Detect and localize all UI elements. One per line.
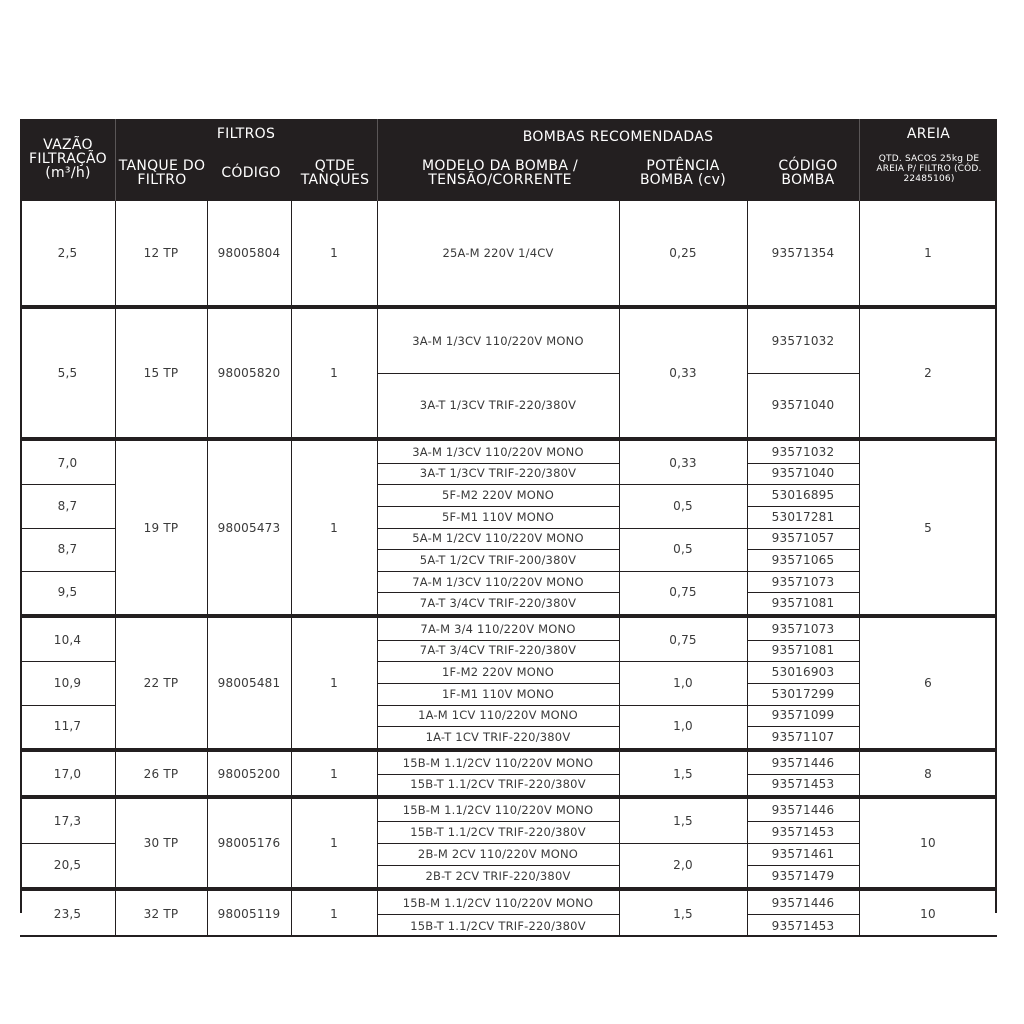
table-line [747,843,859,844]
vazao-cell: 8,7 [57,498,78,513]
areia-cell: 6 [924,676,932,690]
pump-model-cell: 2B-M 2CV 110/220V MONO [417,847,579,861]
table-line [747,705,859,706]
codigo-filtro-cell: 98005473 [217,520,281,535]
pump-code-cell: 93571453 [771,918,835,933]
vazao-cell: 8,7 [57,542,78,557]
table-header [20,119,997,201]
potencia-cell: 0,33 [669,455,697,470]
header-codigo-bomba: CÓDIGO BOMBA [778,158,838,188]
qtde-cell: 1 [330,836,338,850]
pump-model-cell: 5F-M2 220V MONO [441,488,555,503]
pump-code-cell: 53016903 [771,665,835,680]
table-line [20,661,115,662]
pump-model-cell: 15B-T 1.1/2CV TRIF-220/380V [410,777,586,792]
codigo-filtro-cell: 98005176 [217,836,281,850]
pump-model-cell: 15B-T 1.1/2CV TRIF-220/380V [410,825,586,839]
table-line [377,821,619,822]
pump-model-cell: 7A-T 3/4CV TRIF-220/380V [419,596,577,611]
table-line [747,506,859,507]
qtde-cell: 1 [330,520,338,535]
vazao-cell: 17,3 [53,814,82,828]
pump-code-cell: 53017299 [771,686,835,701]
vazao-cell: 9,5 [57,585,78,600]
pump-model-cell: 2B-T 2CV TRIF-220/380V [425,869,571,883]
table-line [377,549,619,550]
vazao-cell: 10,4 [53,632,82,647]
header-qtde: QTDE TANQUES [300,158,370,188]
table-line [747,484,859,485]
table-line [747,661,859,662]
table-line [747,865,859,866]
potencia-cell: 1,0 [673,675,693,690]
table-line [377,774,619,775]
tanque-cell: 22 TP [143,676,179,690]
table-line [377,373,619,374]
codigo-filtro-cell: 98005200 [217,766,281,781]
potencia-cell: 1,5 [673,814,693,828]
pump-model-cell: 7A-M 3/4 110/220V MONO [420,621,576,636]
pump-code-cell: 93571032 [771,334,835,348]
table-body [20,201,997,933]
table-line [747,549,859,550]
vazao-cell: 7,0 [57,455,78,470]
potencia-cell: 0,25 [669,246,697,260]
pump-code-cell: 93571453 [771,825,835,839]
table-line [20,843,115,844]
table-line [377,571,619,572]
table-line [377,705,619,706]
table-line [377,463,619,464]
pump-model-cell: 1A-M 1CV 110/220V MONO [418,708,578,723]
potencia-cell: 0,33 [669,366,697,380]
table-line [747,528,859,529]
header-divider [115,119,116,201]
table-line [747,571,859,572]
qtde-cell: 1 [330,766,338,781]
pump-code-cell: 93571073 [771,574,835,589]
pump-model-cell: 1A-T 1CV TRIF-220/380V [425,730,571,745]
areia-cell: 10 [920,836,936,850]
table-line [747,640,859,641]
header-codigo: CÓDIGO [221,165,281,181]
table-line [747,726,859,727]
table-line [747,592,859,593]
header-potencia: POTÊNCIA BOMBA (cv) [640,158,726,188]
table-line [377,528,619,529]
vazao-cell: 5,5 [57,366,78,380]
pump-code-cell: 93571099 [771,708,835,723]
table-line [377,726,619,727]
table-line [747,463,859,464]
qtde-cell: 1 [330,366,338,380]
pump-model-cell: 1F-M1 110V MONO [441,686,555,701]
table-line [747,774,859,775]
header-modelo: MODELO DA BOMBA / TENSÃO/CORRENTE [422,158,578,188]
qtde-cell: 1 [330,246,338,260]
potencia-cell: 1,0 [673,719,693,734]
areia-cell: 10 [920,907,936,921]
pump-model-cell: 5A-T 1/2CV TRIF-200/380V [419,552,577,567]
pump-model-cell: 5A-M 1/2CV 110/220V MONO [412,531,584,546]
potencia-cell: 0,5 [673,498,693,513]
vazao-cell: 23,5 [53,907,82,921]
pump-code-cell: 93571081 [771,643,835,658]
areia-cell: 1 [924,246,932,260]
table-line [20,484,115,485]
areia-cell: 8 [924,766,932,781]
codigo-filtro-cell: 98005119 [217,907,281,921]
areia-cell: 5 [924,520,932,535]
header-divider [859,119,860,201]
vazao-cell: 20,5 [53,858,82,872]
header-divider [377,119,378,201]
pump-code-cell: 53016895 [771,488,835,503]
areia-cell: 2 [924,366,932,380]
pump-model-cell: 3A-T 1/3CV TRIF-220/380V [419,398,577,412]
pump-code-cell: 93571446 [771,803,835,817]
tanque-cell: 32 TP [143,907,179,921]
pump-code-cell: 93571073 [771,621,835,636]
header-bombas: BOMBAS RECOMENDADAS [522,129,714,145]
vazao-cell: 11,7 [53,719,82,734]
pump-model-cell: 7A-T 3/4CV TRIF-220/380V [419,643,577,658]
potencia-cell: 1,5 [673,907,693,921]
pump-code-cell: 53017281 [771,509,835,524]
pump-model-cell: 3A-M 1/3CV 110/220V MONO [412,334,584,348]
pump-code-cell: 93571446 [771,755,835,770]
potencia-cell: 2,0 [673,858,693,872]
table-line [377,865,619,866]
pump-code-cell: 93571032 [771,444,835,459]
table-line [619,843,747,844]
pump-model-cell: 15B-M 1.1/2CV 110/220V MONO [402,803,594,817]
pump-code-cell: 93571107 [771,730,835,745]
tanque-cell: 30 TP [143,836,179,850]
tanque-cell: 12 TP [143,246,179,260]
table-line [377,843,619,844]
pump-model-cell: 7A-M 1/3CV 110/220V MONO [412,574,584,589]
vazao-cell: 10,9 [53,675,82,690]
table-line [377,683,619,684]
table-line [747,373,859,374]
pump-code-cell: 93571453 [771,777,835,792]
pump-model-cell: 5F-M1 110V MONO [441,509,555,524]
table-line [619,484,747,485]
table-line [377,661,619,662]
table-line [619,661,747,662]
table-line [20,705,115,706]
table-line [20,528,115,529]
codigo-filtro-cell: 98005481 [217,676,281,690]
table-line [377,506,619,507]
table-line [20,935,997,937]
pump-model-cell: 25A-M 220V 1/4CV [442,246,554,260]
pump-code-cell: 93571081 [771,596,835,611]
pump-model-cell: 3A-M 1/3CV 110/220V MONO [412,444,584,459]
pump-filter-table [20,119,997,933]
pump-code-cell: 93571040 [771,398,835,412]
pump-model-cell: 1F-M2 220V MONO [441,665,555,680]
pump-code-cell: 93571461 [771,847,835,861]
pump-code-cell: 93571479 [771,869,835,883]
header-filtros: FILTROS [216,126,276,142]
potencia-cell: 0,5 [673,542,693,557]
pump-code-cell: 93571040 [771,466,835,481]
table-line [377,484,619,485]
table-line [20,571,115,572]
table-line [377,914,619,915]
codigo-filtro-cell: 98005804 [217,246,281,260]
codigo-filtro-cell: 98005820 [217,366,281,380]
header-areia-sub: QTD. SACOS 25kg DE AREIA P/ FILTRO (CÓD. 22485106) [876,154,982,184]
potencia-cell: 0,75 [669,585,697,600]
tanque-cell: 19 TP [143,520,179,535]
qtde-cell: 1 [330,676,338,690]
table-line [747,683,859,684]
tanque-cell: 26 TP [143,766,179,781]
table-line [377,640,619,641]
pump-code-cell: 93571354 [771,246,835,260]
pump-code-cell: 93571057 [771,531,835,546]
table-line [377,592,619,593]
vazao-cell: 17,0 [53,766,82,781]
pump-code-cell: 93571446 [771,895,835,910]
vazao-cell: 2,5 [57,246,78,260]
table-line [619,571,747,572]
potencia-cell: 1,5 [673,766,693,781]
table-line [619,528,747,529]
potencia-cell: 0,75 [669,632,697,647]
table-line [747,821,859,822]
header-tanque: TANQUE DO FILTRO [118,158,206,188]
pump-code-cell: 93571065 [771,552,835,567]
pump-model-cell: 3A-T 1/3CV TRIF-220/380V [419,466,577,481]
table-line [747,914,859,915]
tanque-cell: 15 TP [143,366,179,380]
table-line [619,705,747,706]
header-vazao: VAZÃO FILTRAÇÃO (m³/h) [29,137,107,181]
pump-model-cell: 15B-T 1.1/2CV TRIF-220/380V [410,918,586,933]
pump-model-cell: 15B-M 1.1/2CV 110/220V MONO [402,755,594,770]
header-areia: AREIA [906,126,951,142]
qtde-cell: 1 [330,907,338,921]
pump-model-cell: 15B-M 1.1/2CV 110/220V MONO [402,895,594,910]
